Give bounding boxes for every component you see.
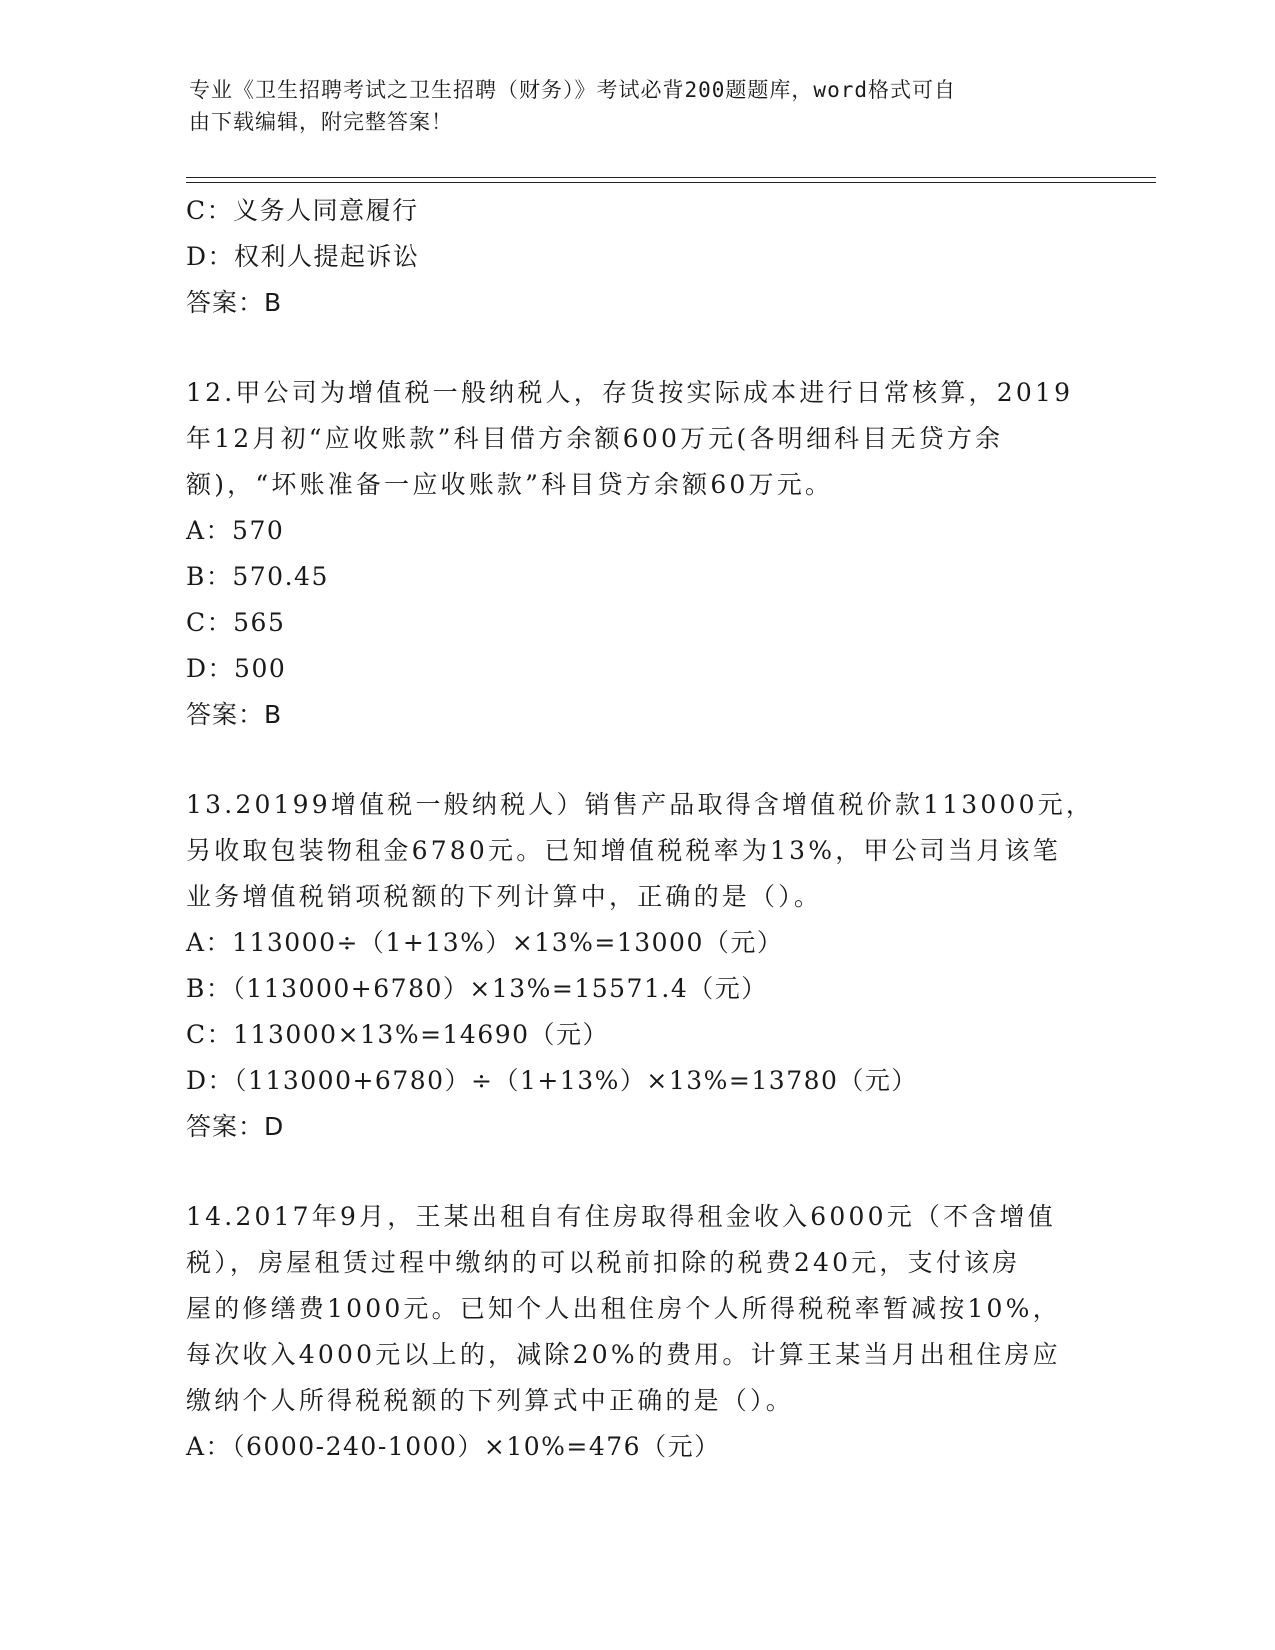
document-header [189,74,1069,138]
question-12 [186,370,1074,738]
question-text-line: 缴纳个人所得税税额的下列算式中正确的是（）。 [186,1386,794,1415]
option-c: C：113000×13%=14690（元） [186,1020,610,1049]
answer-line: 答案：D [186,1112,285,1141]
header-divider-top [186,177,1156,178]
question-text-line: 税），房屋租赁过程中缴纳的可以税前扣除的税费240元，支付该房 [186,1248,1021,1277]
option-c: C：565 [186,608,286,637]
question-text-line: 业务增值税销项税额的下列计算中，正确的是（）。 [186,882,823,911]
option-d: D：权利人提起诉讼 [186,242,420,271]
spacer [186,1150,1066,1194]
header-line-1: 专业《卫生招聘考试之卫生招聘（财务）》考试必背200题题库，word格式可自 [189,78,956,102]
question-list [186,188,1095,1470]
question-text-line: 每次收入4000元以上的，减除20%的费用。计算王某当月出租住房应 [186,1340,1061,1369]
option-a: A：113000÷（1+13%）×13%=13000（元） [186,928,784,957]
question-text-line: 额)，“坏账准备一应收账款”科目贷方余额60万元。 [186,470,834,499]
question-text-line: 屋的修缮费1000元。已知个人出租住房个人所得税税率暂减按10%， [186,1294,1061,1323]
question-text-line: 另收取包装物租金6780元。已知增值税税率为13%，甲公司当月该笔 [186,836,1061,865]
question-text-line: 14.2017年9月，王某出租自有住房取得租金收入6000元（不含增值 [186,1202,1056,1231]
option-a: A：570 [186,516,285,545]
question-text-line: 年12月初“应收账款”科目借方余额600万元(各明细科目无贷方余 [186,424,1004,453]
header-divider-bottom [186,182,1156,183]
question-text-line: 12.甲公司为增值税一般纳税人，存货按实际成本进行日常核算，2019 [186,378,1074,407]
answer-line: 答案：B [186,288,283,317]
option-b: B：（113000+6780）×13%=15571.4（元） [186,974,768,1003]
option-b: B：570.45 [186,562,329,591]
option-c: C：义务人同意履行 [186,196,419,225]
option-d: D：（113000+6780）÷（1+13%）×13%=13780（元） [186,1066,918,1095]
question-11-tail [186,188,1066,326]
spacer [186,738,1066,782]
spacer [186,326,1066,370]
option-d: D：500 [186,654,287,683]
question-14 [186,1194,1066,1470]
option-a: A：（6000-240-1000）×10%=476（元） [186,1432,721,1461]
question-text-line: 13.20199增值税一般纳税人）销售产品取得含增值税价款113000元， [186,790,1095,819]
header-line-2: 由下载编辑，附完整答案！ [189,110,453,134]
answer-line: 答案：B [186,700,283,729]
question-13 [186,782,1095,1150]
